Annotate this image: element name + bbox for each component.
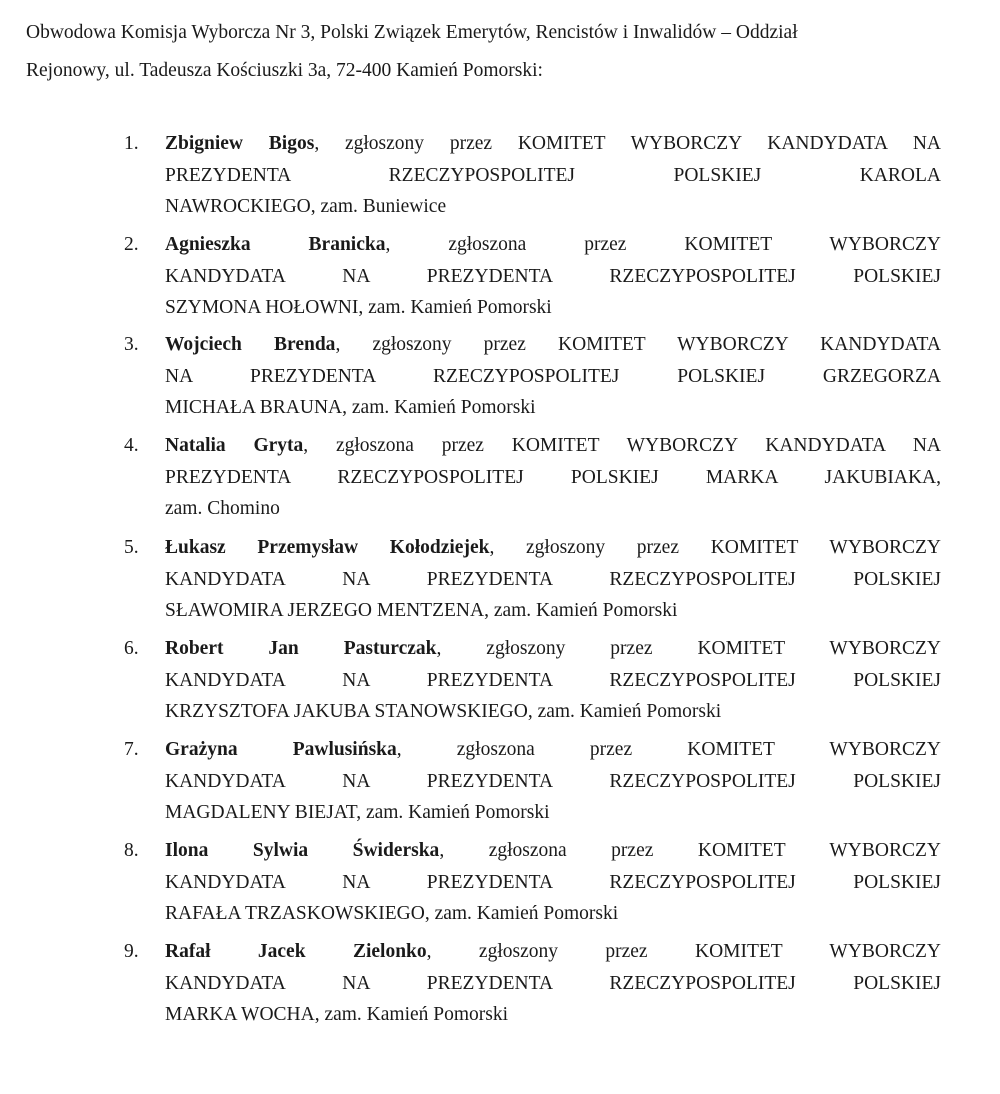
candidate-name: Łukasz Przemysław Kołodziejek: [165, 537, 490, 558]
candidate-line-2: KANDYDATA NA PREZYDENTA RZECZYPOSPOLITEJ POLSKIEJ: [165, 568, 941, 590]
candidate-text: [165, 835, 941, 930]
candidate-line-3: MAGDALENY BIEJAT, zam. Kamień Pomorski: [165, 802, 550, 823]
candidate-line-1: [165, 633, 941, 665]
candidate-line-3: NAWROCKIEGO, zam. Buniewice: [165, 196, 447, 217]
candidate-text: [165, 633, 941, 728]
candidate-number: 6.: [124, 638, 139, 659]
candidate-name: Rafał Jacek Zielonko: [165, 941, 427, 962]
candidate-text: [165, 936, 941, 1031]
candidate-line-3: KRZYSZTOFA JAKUBA STANOWSKIEGO, zam. Kamień Pomorski: [165, 701, 722, 722]
candidate-name: Agnieszka Branicka: [165, 234, 386, 255]
candidate-number: 4.: [124, 435, 139, 456]
candidate-committee-intro: , zgłoszona przez KOMITET WYBORCZY KANDYDATA NA: [303, 435, 941, 456]
candidate-line-3: zam. Chomino: [165, 498, 280, 519]
candidate-line-3: RAFAŁA TRZASKOWSKIEGO, zam. Kamień Pomorski: [165, 903, 619, 924]
candidate-number: 2.: [124, 234, 139, 255]
candidate-line-1: [165, 936, 941, 968]
candidate-line-2: PREZYDENTA RZECZYPOSPOLITEJ POLSKIEJ MARKA JAKUBIAKA,: [165, 466, 941, 488]
candidate-line-3: MICHAŁA BRAUNA, zam. Kamień Pomorski: [165, 397, 536, 418]
candidate-committee-intro: , zgłoszony przez KOMITET WYBORCZY KANDYDATA NA: [314, 133, 941, 154]
candidate-committee-intro: , zgłoszony przez KOMITET WYBORCZY: [426, 941, 941, 962]
candidate-line-2: KANDYDATA NA PREZYDENTA RZECZYPOSPOLITEJ POLSKIEJ: [165, 871, 941, 893]
candidate-line-1: [165, 835, 941, 867]
candidate-text: [165, 329, 941, 424]
candidate-line-1: [165, 229, 941, 261]
candidate-line-1: [165, 532, 941, 564]
candidate-text: [165, 430, 941, 525]
candidate-name: Zbigniew Bigos: [165, 133, 315, 154]
candidate-number: 1.: [124, 133, 139, 154]
candidate-line-1: [165, 430, 941, 462]
candidate-name: Robert Jan Pasturczak: [165, 638, 437, 659]
candidate-line-2: KANDYDATA NA PREZYDENTA RZECZYPOSPOLITEJ POLSKIEJ: [165, 972, 941, 994]
candidate-name: Natalia Gryta: [165, 435, 304, 456]
candidate-name: Wojciech Brenda: [165, 334, 336, 355]
candidate-committee-intro: , zgłoszona przez KOMITET WYBORCZY: [396, 739, 941, 760]
candidate-number: 7.: [124, 739, 139, 760]
candidate-number: 5.: [124, 537, 139, 558]
candidate-line-2: KANDYDATA NA PREZYDENTA RZECZYPOSPOLITEJ POLSKIEJ: [165, 265, 941, 287]
candidate-committee-intro: , zgłoszony przez KOMITET WYBORCZY KANDYDATA: [335, 334, 941, 355]
candidate-line-3: MARKA WOCHA, zam. Kamień Pomorski: [165, 1004, 509, 1025]
candidate-line-3: SŁAWOMIRA JERZEGO MENTZENA, zam. Kamień Pomorski: [165, 600, 678, 621]
commission-header-line-1: Obwodowa Komisja Wyborcza Nr 3, Polski Związek Emerytów, Rencistów i Inwalidów – Oddział: [26, 22, 798, 43]
candidate-line-2: KANDYDATA NA PREZYDENTA RZECZYPOSPOLITEJ POLSKIEJ: [165, 770, 941, 792]
candidate-line-2: PREZYDENTA RZECZYPOSPOLITEJ POLSKIEJ KAROLA: [165, 164, 941, 186]
candidate-number: 9.: [124, 941, 139, 962]
candidate-text: [165, 734, 941, 829]
candidate-line-2: KANDYDATA NA PREZYDENTA RZECZYPOSPOLITEJ POLSKIEJ: [165, 669, 941, 691]
candidate-name: Ilona Sylwia Świderska: [165, 840, 440, 861]
candidate-line-1: [165, 734, 941, 766]
commission-header: [26, 14, 994, 90]
commission-header-line-2: Rejonowy, ul. Tadeusza Kościuszki 3a, 72-400 Kamień Pomorski:: [26, 60, 543, 81]
candidate-line-1: [165, 128, 941, 160]
candidate-line-1: [165, 329, 941, 361]
candidate-committee-intro: , zgłoszony przez KOMITET WYBORCZY: [489, 537, 941, 558]
candidate-text: [165, 128, 941, 223]
candidate-line-2: NA PREZYDENTA RZECZYPOSPOLITEJ POLSKIEJ GRZEGORZA: [165, 365, 941, 387]
candidate-committee-intro: , zgłoszona przez KOMITET WYBORCZY: [385, 234, 941, 255]
candidate-committee-intro: , zgłoszony przez KOMITET WYBORCZY: [436, 638, 941, 659]
candidate-number: 3.: [124, 334, 139, 355]
candidate-name: Grażyna Pawlusińska: [165, 739, 397, 760]
candidate-text: [165, 532, 941, 627]
candidate-number: 8.: [124, 840, 139, 861]
candidate-committee-intro: , zgłoszona przez KOMITET WYBORCZY: [439, 840, 941, 861]
candidate-line-3: SZYMONA HOŁOWNI, zam. Kamień Pomorski: [165, 297, 552, 318]
candidate-text: [165, 229, 941, 324]
